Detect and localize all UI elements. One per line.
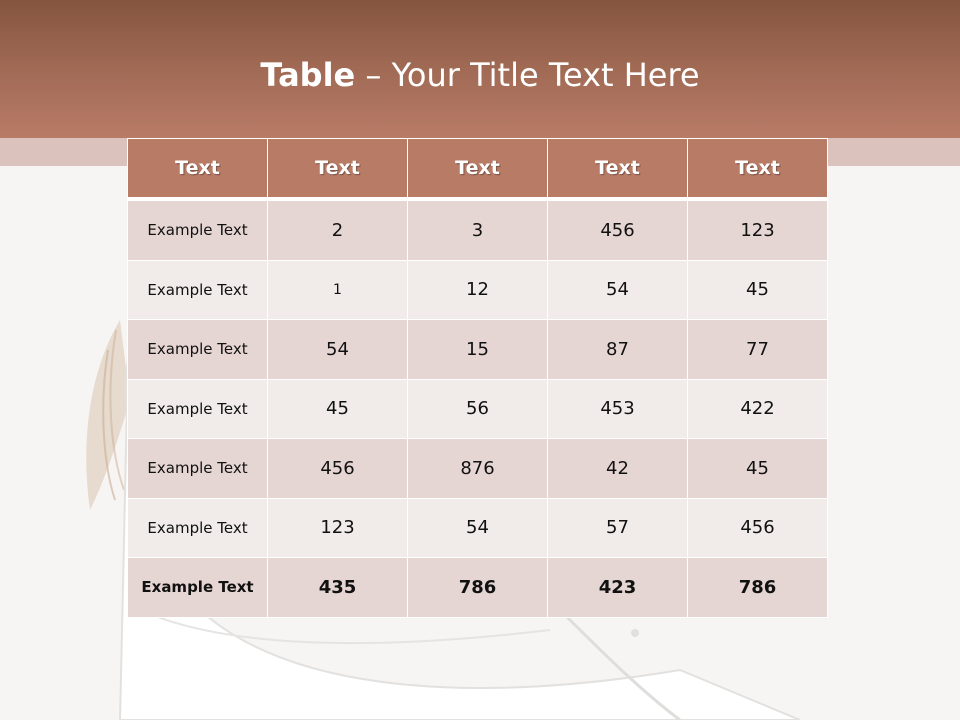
table-cell: 876 — [408, 439, 547, 498]
table-cell: 45 — [688, 261, 827, 320]
table-cell: 456 — [688, 499, 827, 558]
column-header: Text — [688, 139, 827, 200]
table-total-row — [128, 558, 827, 617]
row-label: Example Text — [128, 320, 267, 379]
table-cell: 2 — [268, 201, 407, 260]
table-cell: 45 — [688, 439, 827, 498]
table-cell: 54 — [268, 320, 407, 379]
table-row — [128, 201, 827, 260]
table-cell: 1 — [268, 261, 407, 320]
table-cell: 435 — [268, 558, 407, 617]
table-cell: 12 — [408, 261, 547, 320]
table-cell: 786 — [688, 558, 827, 617]
table-row — [128, 499, 827, 558]
row-label: Example Text — [128, 558, 267, 617]
table-row — [128, 439, 827, 498]
column-header: Text — [268, 139, 407, 200]
table-cell: 42 — [548, 439, 687, 498]
column-header: Text — [408, 139, 547, 200]
table-cell: 422 — [688, 380, 827, 439]
table-cell: 57 — [548, 499, 687, 558]
table-cell: 54 — [408, 499, 547, 558]
slide-title-bold: Table — [260, 56, 356, 94]
column-header: Text — [548, 139, 687, 200]
table-header-row — [128, 139, 827, 200]
table-cell: 456 — [548, 201, 687, 260]
row-label: Example Text — [128, 499, 267, 558]
table-cell: 15 — [408, 320, 547, 379]
data-table — [127, 138, 828, 618]
row-label: Example Text — [128, 439, 267, 498]
row-label: Example Text — [128, 261, 267, 320]
table-row — [128, 380, 827, 439]
table-cell: 453 — [548, 380, 687, 439]
table-cell: 123 — [688, 201, 827, 260]
table-cell: 456 — [268, 439, 407, 498]
table-cell: 87 — [548, 320, 687, 379]
table-row — [128, 261, 827, 320]
table-cell: 423 — [548, 558, 687, 617]
table-cell: 786 — [408, 558, 547, 617]
slide-title-rest: – Your Title Text Here — [355, 56, 700, 94]
table-cell: 54 — [548, 261, 687, 320]
row-label: Example Text — [128, 201, 267, 260]
table-cell: 123 — [268, 499, 407, 558]
table-row — [128, 320, 827, 379]
table-cell: 3 — [408, 201, 547, 260]
slide-title — [0, 52, 960, 98]
column-header: Text — [128, 139, 267, 200]
table-cell: 77 — [688, 320, 827, 379]
table-cell: 45 — [268, 380, 407, 439]
row-label: Example Text — [128, 380, 267, 439]
data-table-container — [127, 138, 828, 618]
table-cell: 56 — [408, 380, 547, 439]
